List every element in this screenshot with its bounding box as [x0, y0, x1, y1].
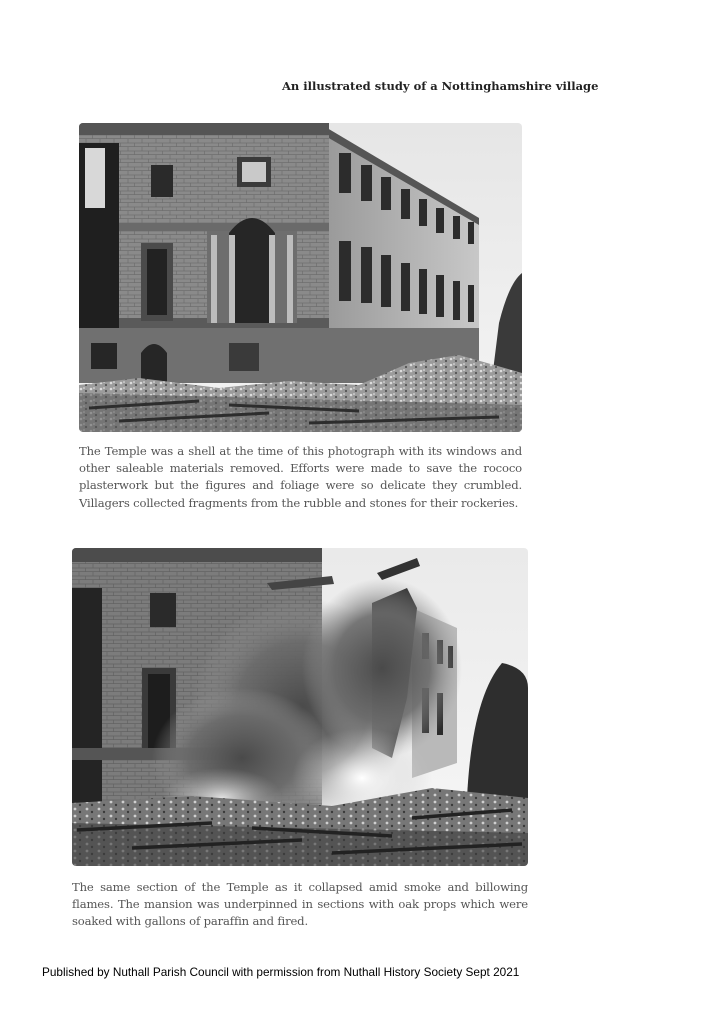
page-footer: Published by Nuthall Parish Council with permission from Nuthall History Society Sept 2021 — [42, 965, 520, 979]
photo-caption: The same section of the Temple as it collapsed amid smoke and billowing flames. The mansion was underpinned in sections with oak props which were soaked with gallons of paraffin and fired. — [72, 880, 528, 929]
photo-temple-collapse-image — [72, 548, 528, 866]
photo-temple-collapse — [72, 548, 528, 866]
photo-temple-shell-image — [79, 123, 522, 432]
photo-caption: The Temple was a shell at the time of this photograph with its windows and other saleable materials removed. Efforts were made to save the rococo plasterwork but the figures and foliage were so delicate they crumbled. Villagers collected fragments from the rubble and stones for their rockeries. — [79, 444, 522, 510]
photo-temple-shell — [79, 123, 522, 432]
page-header: An illustrated study of a Nottinghamshire village — [282, 79, 599, 93]
